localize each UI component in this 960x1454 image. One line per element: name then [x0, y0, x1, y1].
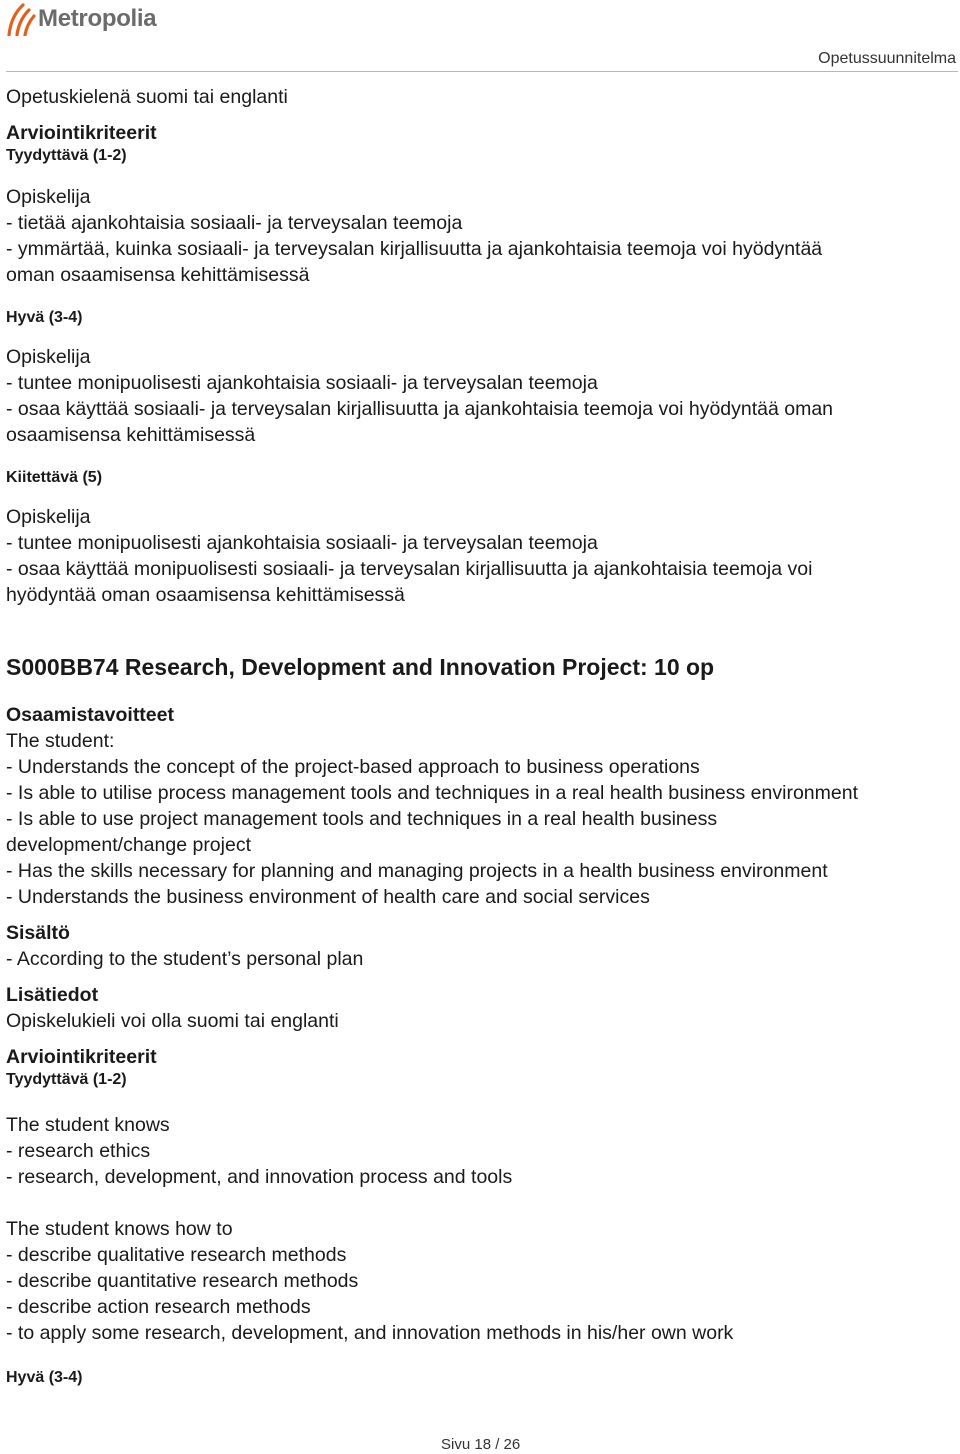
knows-line: The student knows — [6, 1114, 170, 1136]
header-divider — [6, 71, 958, 72]
objective-line: - Has the skills necessary for planning and managing projects in a health business environment — [6, 860, 828, 882]
objectives-heading: Osaamistavoitteet — [6, 704, 174, 726]
objective-line: The student: — [6, 730, 115, 752]
level-title: Hyvä (3-4) — [6, 1369, 83, 1386]
level-title: Hyvä (3-4) — [6, 309, 83, 326]
logo — [6, 2, 156, 36]
criteria-heading: Arviointikriteerit — [6, 122, 157, 144]
course-title: S000BB74 Research, Development and Innovation Project: 10 op — [6, 654, 715, 680]
info-heading: Lisätiedot — [6, 984, 99, 1006]
level-title: Tyydyttävä (1-2) — [6, 147, 127, 164]
knows-line: - research, development, and innovation process and tools — [6, 1166, 513, 1188]
objective-line: development/change project — [6, 834, 251, 856]
course-criteria-heading: Arviointikriteerit — [6, 1046, 157, 1068]
content-line: - According to the student’s personal plan — [6, 948, 364, 970]
level-item: - osaa käyttää sosiaali- ja terveysalan kirjallisuutta ja ajankohtaisia teemoja voi hyödyntää oman — [6, 398, 834, 420]
objective-line: - Understands the concept of the project-based approach to business operations — [6, 756, 700, 778]
level-title: Tyydyttävä (1-2) — [6, 1071, 127, 1088]
objective-line: - Understands the business environment of health care and social services — [6, 886, 650, 908]
document-type-label: Opetussuunnitelma — [818, 50, 956, 67]
objective-line: - Is able to utilise process management tools and techniques in a real health business environment — [6, 782, 858, 804]
level-item: - osaa käyttää monipuolisesti sosiaali- ja terveysalan kirjallisuutta ja ajankohtaisia teemoja voi — [6, 558, 813, 580]
level-item: oman osaamisensa kehittämisessä — [6, 264, 310, 286]
logo-text: Metropolia — [38, 5, 157, 32]
knows-line: - research ethics — [6, 1140, 151, 1162]
level-subject: Opiskelija — [6, 506, 91, 528]
level-item: - ymmärtää, kuinka sosiaali- ja terveysalan kirjallisuutta ja ajankohtaisia teemoja voi hyödyntää — [6, 238, 823, 260]
level-subject: Opiskelija — [6, 186, 91, 208]
level-item: - tietää ajankohtaisia sosiaali- ja terveysalan teemoja — [6, 212, 463, 234]
knows-how-line: - describe quantitative research methods — [6, 1270, 359, 1292]
level-item: osaamisensa kehittämisessä — [6, 424, 256, 446]
metropolia-logo-icon — [6, 2, 36, 36]
level-item: hyödyntää oman osaamisensa kehittämisessä — [6, 584, 405, 606]
info-line: Opiskelukieli voi olla suomi tai englanti — [6, 1010, 339, 1032]
page-content — [6, 84, 954, 1388]
objective-line: - Is able to use project management tools and techniques in a real health business — [6, 808, 718, 830]
content-heading: Sisältö — [6, 922, 70, 944]
level-title: Kiitettävä (5) — [6, 469, 103, 486]
knows-how-line: - describe qualitative research methods — [6, 1244, 347, 1266]
knows-how-line: - describe action research methods — [6, 1296, 311, 1318]
knows-how-line: - to apply some research, development, and innovation methods in his/her own work — [6, 1322, 734, 1344]
page-number: Sivu 18 / 26 — [441, 1436, 521, 1453]
teaching-language: Opetuskielenä suomi tai englanti — [6, 86, 288, 108]
level-subject: Opiskelija — [6, 346, 91, 368]
level-item: - tuntee monipuolisesti ajankohtaisia sosiaali- ja terveysalan teemoja — [6, 532, 598, 554]
level-item: - tuntee monipuolisesti ajankohtaisia sosiaali- ja terveysalan teemoja — [6, 372, 598, 394]
knows-how-line: The student knows how to — [6, 1218, 233, 1240]
